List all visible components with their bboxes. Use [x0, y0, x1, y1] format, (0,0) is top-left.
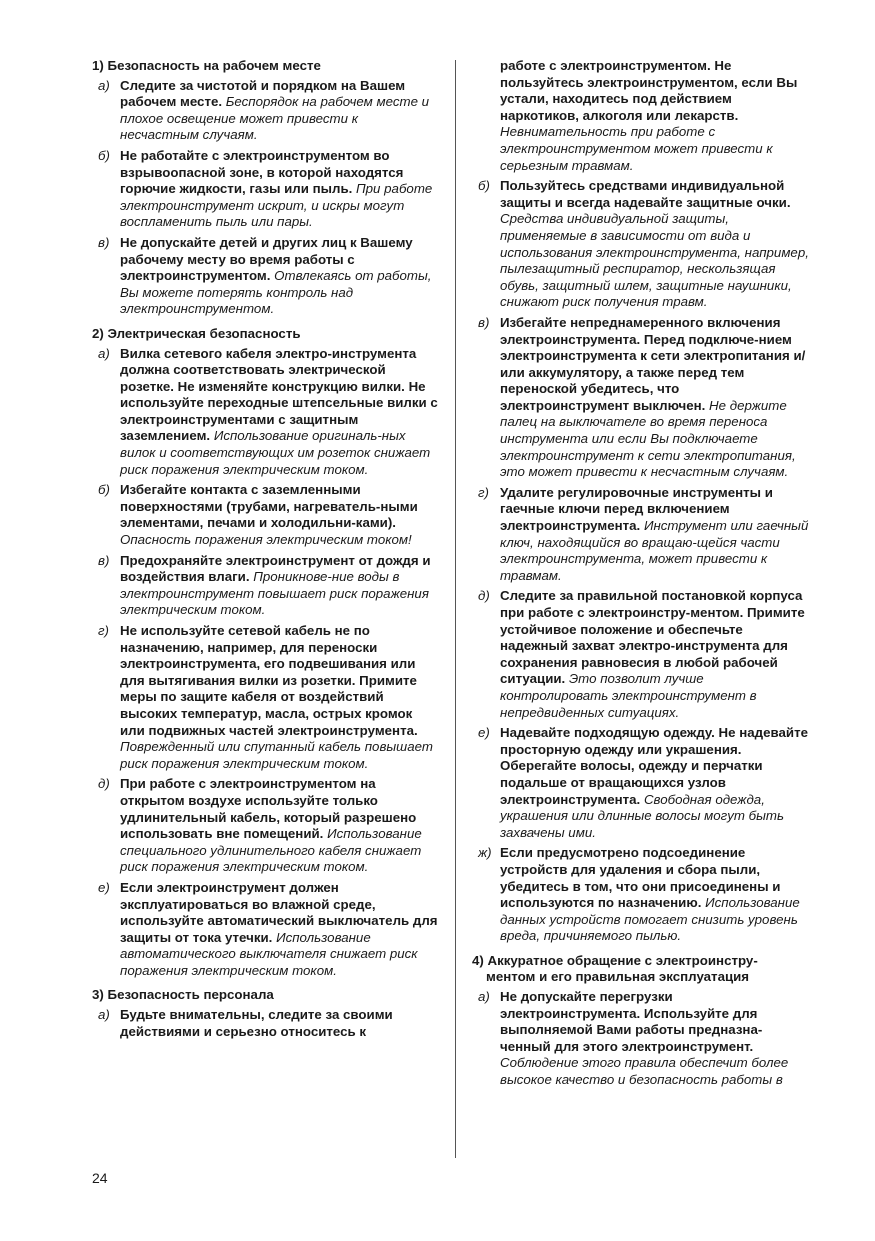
- list-item: ж) Если предусмотрено подсоединение устройств для удаления и сбора пыли, убедитесь в том, что они присоединены и используются по назначению. Использование данных устройств помогает снизить уровень вреда, причиняемого пылью.: [478, 845, 800, 944]
- list-item: а) Не допускайте перегрузки электроинструмента. Используйте для выполняемой Вами работы предназна-ченный для этого электроинструмент. Соблюдение этого правила обеспечит более высокое качество и безопасность работы в: [478, 989, 789, 1088]
- list-item: г) Удалите регулировочные инструменты и гаечные ключи перед включением электроинструмента. Инструмент или гаечный ключ, находящийся во вращаю-щейся части электроинструмента, может привести к травмам.: [478, 484, 809, 583]
- page-number: 24: [92, 1170, 108, 1186]
- list-item: а) Следите за чистотой и порядком на Вашем рабочем месте. Беспорядок на рабочем месте и плохое освещение может привести к несчастным случаям.: [98, 77, 430, 143]
- list-item: д) При работе с электроинструментом на открытом воздухе используйте только удлинительный кабель, который разрешено использовать вне помещений. Использование специального удлинительного кабеля снижает риск поражения электрическим током.: [98, 776, 422, 875]
- section-title: 3) Безопасность персонала: [92, 987, 274, 1003]
- column-divider: [455, 60, 456, 1158]
- section-title: 4) Аккуратное обращение с электроинстру- ментом и его правильная эксплуатация: [472, 952, 758, 985]
- list-item: б) Пользуйтесь средствами индивидуальной защиты и всегда надевайте защитные очки. Средства индивидуальной защиты, применяемые в зависимости от вида и использования электроинструмента, например, пылезащитный респиратор, нескользящая обувь, защитный шлем, защитные наушники, снижают риск получения травм.: [478, 178, 809, 310]
- list-item-continuation: работе с электроинструментом. Не пользуйтесь электроинструментом, если Вы устали, находитесь под действием наркотиков, алкоголя или лекарств. Невнимательность при работе с электроинструментом может привести к серьезным травмам.: [500, 58, 798, 173]
- list-item: б) Избегайте контакта с заземленными поверхностями (трубами, нагреватель-ными элементами, печами и холодильни-ками). Опасность поражения электрическим током!: [98, 482, 418, 548]
- list-item: а) Вилка сетевого кабеля электро-инструмента должна соответствовать электрической розетке. Не изменяйте конструкцию вилки. Не используйте переходные штепсельные вилки с электроинструментами с защитным заземлением. Использование оригиналь-ных вилок и соответствующих им розеток снижает риск поражения электрическим током.: [98, 345, 438, 477]
- list-item: а) Будьте внимательны, следите за своими действиями и серьезно относитесь к: [98, 1007, 393, 1039]
- right-column: [472, 58, 812, 1093]
- list-item: б) Не работайте с электроинструментом во взрывоопасной зоне, в которой находятся горючие жидкости, газы или пыль. При работе электроинструмент искрит, и искры могут воспламенить пыль или пары.: [98, 147, 433, 230]
- list-item: в) Избегайте непреднамеренного включения электроинструмента. Перед подключе-нием электроинструмента к сети электропитания и/или аккумулятору, а также перед тем переноской убедитесь, что электроинструмент выключен. Не держите палец на выключателе во время переноса инструмента или если Вы подключаете электроинструмент к сети электропитания, это может привести к несчастным случаям.: [478, 314, 806, 480]
- section-title: 2) Электрическая безопасность: [92, 325, 301, 341]
- list-item: е) Если электроинструмент должен эксплуатироваться во влажной среде, используйте автоматический выключатель для защиты от тока утечки. Использование автоматического выключателя снижает риск поражения электрическим током.: [98, 879, 438, 978]
- list-item: г) Не используйте сетевой кабель не по назначению, например, для переноски электроинструмента, его подвешивания или для вытягивания вилки из розетки. Примите меры по защите кабеля от воздействий высоких температур, масла, острых кромок или подвижных частей электроинструмента. Поврежденный или спутанный кабель повышает риск поражения электрическим током.: [98, 623, 433, 771]
- list-item: д) Следите за правильной постановкой корпуса при работе с электроинстру-ментом. Примите устойчивое положение и обеспечьте надежный захват электро-инструмента для сохранения равновесия в любой рабочей ситуации. Это позволит лучше контролировать электроинструмент в непредвиденных ситуациях.: [478, 588, 805, 720]
- left-column: [92, 58, 438, 1044]
- section-title: 1) Безопасность на рабочем месте: [92, 58, 321, 73]
- list-item: е) Надевайте подходящую одежду. Не надевайте просторную одежду или украшения. Оберегайте волосы, одежду и перчатки подальше от вращающихся узлов электроинструмента. Свободная одежда, украшения или длинные волосы могут быть захвачены ими.: [478, 725, 808, 840]
- list-item: в) Предохраняйте электроинструмент от дождя и воздействия влаги. Проникнове-ние воды в электроинструмент повышает риск поражения электрическим током.: [98, 552, 431, 618]
- list-item: в) Не допускайте детей и других лиц к Вашему рабочему месту во время работы с электроинструментом. Отвлекаясь от работы, Вы можете потерять контроль над электроинструментом.: [98, 234, 432, 317]
